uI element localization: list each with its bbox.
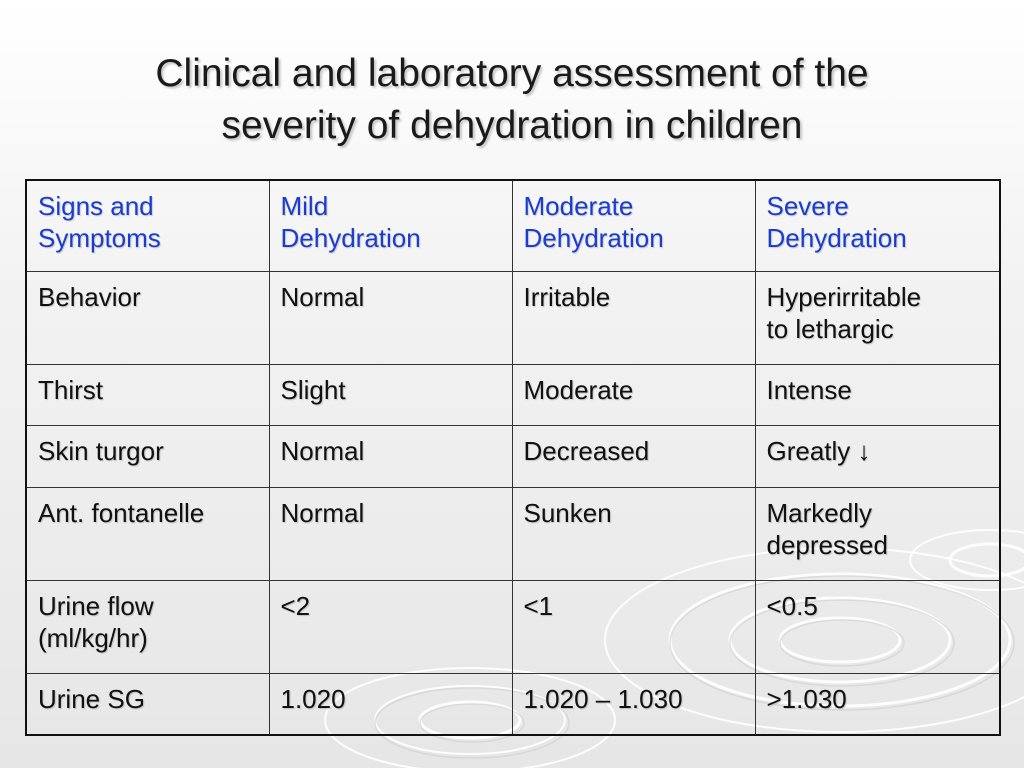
table-cell: Intense bbox=[755, 364, 1000, 425]
table-cell: Hyperirritable to lethargic bbox=[755, 271, 1000, 364]
table-cell: Slight bbox=[269, 364, 512, 425]
header-severe-dehydration: Severe Dehydration bbox=[755, 180, 1000, 271]
table-cell: Skin turgor bbox=[26, 425, 269, 487]
slide-title-line-1: Clinical and laboratory assessment of the bbox=[155, 52, 869, 95]
dehydration-severity-table bbox=[25, 179, 1001, 736]
table-cell: Greatly ↓ bbox=[755, 425, 1000, 487]
header-moderate-dehydration: Moderate Dehydration bbox=[512, 180, 755, 271]
table-cell: Markedly depressed bbox=[755, 487, 1000, 580]
table-cell: 1.020 – 1.030 bbox=[512, 673, 755, 735]
table-row-urine-flow bbox=[26, 580, 1000, 673]
table-header-row bbox=[26, 180, 1000, 271]
slide-title-line-2: severity of dehydration in children bbox=[221, 104, 803, 147]
table-cell: Normal bbox=[269, 487, 512, 580]
table-cell: 1.020 bbox=[269, 673, 512, 735]
table-cell: Normal bbox=[269, 425, 512, 487]
table-row-urine-sg bbox=[26, 673, 1000, 735]
header-mild-dehydration: Mild Dehydration bbox=[269, 180, 512, 271]
slide-title bbox=[0, 48, 1024, 152]
header-signs-and-symptoms: Signs and Symptoms bbox=[26, 180, 269, 271]
table-cell: >1.030 bbox=[755, 673, 1000, 735]
table-row-behavior bbox=[26, 271, 1000, 364]
table-row-thirst bbox=[26, 364, 1000, 425]
table-cell: Normal bbox=[269, 271, 512, 364]
table-cell: Irritable bbox=[512, 271, 755, 364]
table-cell: Urine SG bbox=[26, 673, 269, 735]
table-cell: Ant. fontanelle bbox=[26, 487, 269, 580]
table-row-ant-fontanelle bbox=[26, 487, 1000, 580]
table-cell: Thirst bbox=[26, 364, 269, 425]
table-cell: <0.5 bbox=[755, 580, 1000, 673]
table-cell: Decreased bbox=[512, 425, 755, 487]
table-cell: Sunken bbox=[512, 487, 755, 580]
table-cell: <1 bbox=[512, 580, 755, 673]
table-cell: Moderate bbox=[512, 364, 755, 425]
table-cell: Urine flow (ml/kg/hr) bbox=[26, 580, 269, 673]
table-row-skin-turgor bbox=[26, 425, 1000, 487]
table-cell: Behavior bbox=[26, 271, 269, 364]
table-cell: <2 bbox=[269, 580, 512, 673]
